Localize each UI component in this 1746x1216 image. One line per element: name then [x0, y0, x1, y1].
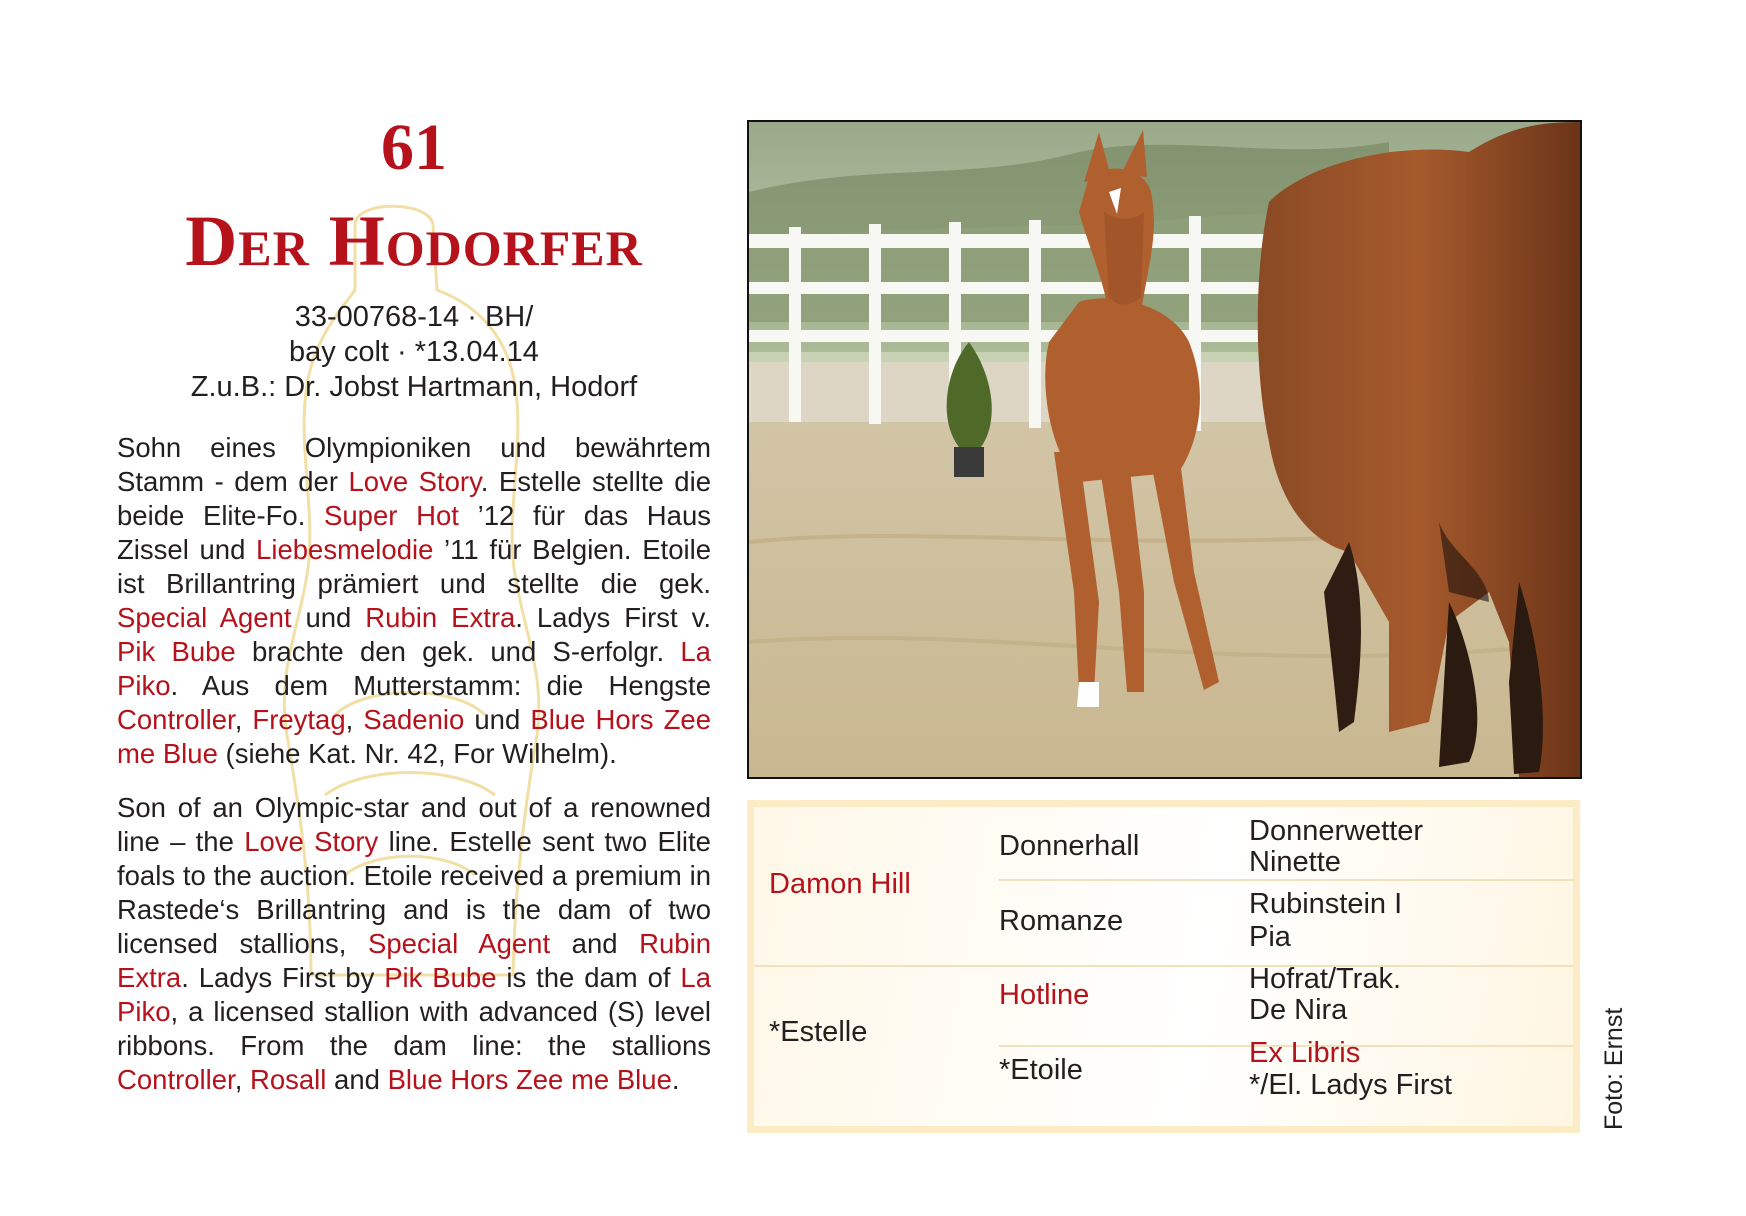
pedigree-sd-sire: Rubinstein I: [1249, 888, 1403, 920]
horse-ref: Love Story: [244, 826, 379, 857]
pedigree-dam-dam: *Etoile: [999, 1054, 1083, 1086]
horse-ref: Rubin Extra: [365, 602, 516, 633]
horse-ref: Rosall: [249, 1064, 327, 1095]
horse-ref: Rubin Extra: [117, 928, 711, 993]
pedigree-dd-dam: */El. Ladys First: [1249, 1069, 1453, 1101]
lot-number: 61: [381, 111, 447, 184]
pedigree-ss-sire: Donnerwetter: [1249, 815, 1424, 847]
color-birth-line: bay colt · *13.04.14: [289, 336, 539, 368]
pedigree-sire-dam: Romanze: [999, 905, 1124, 937]
pedigree-sire-sire: Donnerhall: [999, 830, 1140, 862]
horse-name: Der Hodorfer: [185, 201, 643, 281]
pedigree-ds-dam: De Nira: [1249, 994, 1348, 1026]
horse-photo: [747, 120, 1582, 779]
horse-ref: Pik Bube: [384, 962, 497, 993]
horse-ref: Controller: [117, 1064, 235, 1095]
german-description: Sohn eines Olympioniken und bewährtem Stamm - dem der Love Story. Estelle stellte die beide Elite-Fo. Super Hot ’12 für das Haus Zissel und Liebesmelodie ’11 für Belgien. Etoile ist Brillantring prämiert und stellte die gek. Special Agent und Rubin Extra. Ladys First v. Pik Bube brachte den gek. und S-erfolgr. La Piko. Aus dem Mutterstamm: die Hengste Controller, Freytag, Sadenio und Blue Hors Zee me Blue (siehe Kat. Nr. 42, For Wilhelm).: [117, 432, 711, 769]
horse-ref: Sadenio: [363, 704, 465, 735]
horse-ref: Special Agent: [117, 602, 292, 633]
horse-ref: Love Story: [348, 466, 481, 497]
pedigree-table: [747, 800, 1580, 1133]
pedigree-dam-sire: Hotline: [999, 979, 1090, 1011]
pedigree-sd-dam: Pia: [1249, 921, 1291, 953]
photo-credit: Foto: Ernst: [1600, 1007, 1628, 1130]
horse-ref: Super Hot: [324, 500, 459, 531]
horse-ref: Special Agent: [368, 928, 551, 959]
horse-ref: La Piko: [117, 636, 711, 701]
horse-ref: Pik Bube: [117, 636, 236, 667]
horse-ref: Blue Hors Zee me Blue: [117, 704, 711, 769]
registration-line: 33-00768-14 · BH/: [294, 301, 534, 333]
english-description: Son of an Olympic-star and out of a renowned line – the Love Story line. Estelle sent two Elite foals to the auction. Etoile received a premium in Rastede‘s Brillantring and is the dam of two licensed stallions, Special Agent and Rubin Extra. Ladys First by Pik Bube is the dam of La Piko, a licensed stallion with advanced (S) level ribbons. From the dam line: the stallions Controller, Rosall and Blue Hors Zee me Blue.: [117, 792, 711, 1095]
pedigree-dam: *Estelle: [769, 1016, 868, 1048]
pedigree-ds-sire: Hofrat/Trak.: [1249, 963, 1402, 995]
pedigree-sire: Damon Hill: [769, 868, 911, 900]
pedigree-dd-sire: Ex Libris: [1249, 1037, 1361, 1069]
pedigree-ss-dam: Ninette: [1249, 846, 1341, 878]
horse-ref: Blue Hors Zee me Blue: [387, 1064, 672, 1095]
horse-ref: Freytag: [252, 704, 346, 735]
horse-ref: Liebesmelodie: [256, 534, 434, 565]
horse-ref: La Piko: [117, 962, 711, 1027]
breeder-line: Z.u.B.: Dr. Jobst Hartmann, Hodorf: [190, 371, 638, 403]
horse-ref: Controller: [117, 704, 235, 735]
